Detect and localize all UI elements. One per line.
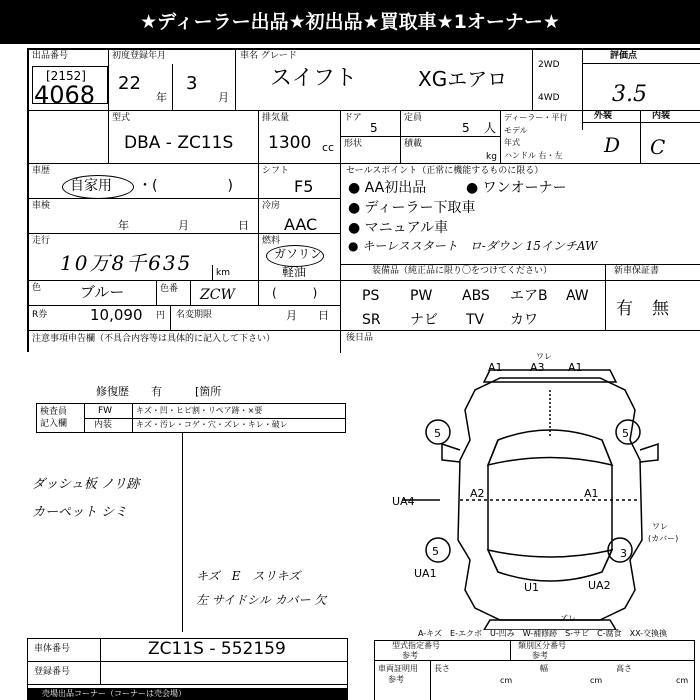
interior-score: C xyxy=(650,135,666,159)
lot-bracket: [2152] xyxy=(46,69,86,83)
reg-number-label: 登録番号 xyxy=(34,667,71,677)
title-banner: ★ディーラー出品★初出品★買取車★1オーナー★ xyxy=(0,0,700,44)
spec-unit-2: cm xyxy=(590,676,603,685)
spec-ref-3: 参考 xyxy=(388,675,404,684)
mileage-unit: km xyxy=(216,268,230,278)
month-unit: 月 xyxy=(218,91,229,104)
cooler-value: AAC xyxy=(284,215,318,234)
exterior-score: D xyxy=(604,133,621,157)
load-label: 積載 xyxy=(404,139,423,149)
diag-label-a1-top: A1 xyxy=(488,361,503,374)
drive-2wd: 2WD xyxy=(538,60,560,70)
diag-label-a2: A2 xyxy=(470,487,485,500)
lot-number: 4068 xyxy=(34,81,96,109)
tax-label: 名変期限 xyxy=(176,310,213,320)
equip-leather: カワ xyxy=(510,312,538,328)
sales-points-label: セールスポイント（正常に機能するものに限る） xyxy=(346,166,544,176)
tax-day: 日 xyxy=(318,309,329,322)
spec-reg-label: 車両証明用 xyxy=(378,664,418,673)
spec-height: 高さ xyxy=(616,664,632,673)
model-value: DBA - ZC11S xyxy=(124,133,234,153)
fw-text: キズ・凹・ヒビ割・リペア跡・×要 xyxy=(136,406,263,415)
spec-unit-1: cm xyxy=(500,676,513,685)
cc-unit: cc xyxy=(322,141,335,154)
warranty-label: 新車保証書 xyxy=(614,266,660,276)
displacement-value: 1300 xyxy=(268,133,312,153)
hand-note-3: キズ E スリキズ xyxy=(196,569,301,583)
registration-year: 22 xyxy=(118,73,141,94)
lot-label: 出品番号 xyxy=(32,51,69,61)
chassis-number: ZC11S - 552159 xyxy=(148,639,286,659)
load-unit: kg xyxy=(486,152,497,162)
equipment-label: 装備品（純正品に限り〇をつけてください） xyxy=(372,266,553,276)
history-rest: ・( ) xyxy=(138,178,233,194)
shift-label: シフト xyxy=(262,166,290,176)
handle-label: ハンドル 右・左 xyxy=(504,151,563,160)
car-damage-diagram xyxy=(380,350,700,630)
tax-month: 月 xyxy=(286,309,297,322)
score-value: 3.5 xyxy=(612,82,647,107)
diag-label-ua4: UA4 xyxy=(392,495,415,508)
car-label: 車名 グレード xyxy=(240,51,297,61)
shape-label: 形状 xyxy=(344,139,363,149)
inspection-month: 月 xyxy=(178,219,189,232)
capacity-unit: 人 xyxy=(484,121,497,135)
inspection-label: 車検 xyxy=(32,201,51,211)
sales-point-2: ● ワンオーナー xyxy=(466,180,567,196)
shift-value: F5 xyxy=(294,177,314,196)
diag-label-crack-side: ワレ xyxy=(652,522,668,531)
spec-ref-1: 参考 xyxy=(402,651,418,660)
entry-label: 記入欄 xyxy=(40,419,68,429)
sales-point-5: ● キーレススタート ロ-ダウン 15インチAW xyxy=(348,239,598,253)
fuel-label: 燃料 xyxy=(262,236,281,246)
diag-label-a1-side: A1 xyxy=(584,487,599,500)
interior-text: キズ・汚レ・コゲ・穴・ズレ・キレ・破レ xyxy=(136,420,288,429)
spec-ref-2: 参考 xyxy=(532,651,548,660)
year-unit: 年 xyxy=(156,91,167,104)
color-label: 色 xyxy=(32,283,42,293)
diag-label-5-fr: 5 xyxy=(622,427,629,440)
doors-value: 5 xyxy=(370,121,378,135)
diag-label-5-fl: 5 xyxy=(434,427,441,440)
notes-label: 注意事項申告欄（不具合内容等は具体的に記入して下さい） xyxy=(32,334,276,344)
diagram-legend: A-キズ E-エクボ U-凹み W-補修跡 S-サビ C-腐食 XX-交換換 xyxy=(418,629,668,638)
exterior-label: 外装 xyxy=(594,111,613,121)
warranty-no: 無 xyxy=(652,299,669,319)
equip-aw: AW xyxy=(566,288,589,304)
bottom-label: 売場出品コーナー（コーナーは売会場） xyxy=(42,689,186,698)
spec-length: 長さ xyxy=(434,664,450,673)
dealer-model-label: モデル xyxy=(504,126,528,135)
car-name: スイフト xyxy=(270,66,357,91)
chassis-label: 車体番号 xyxy=(34,644,71,654)
history-label: 車歴 xyxy=(32,166,51,176)
recycle-value: 10,090 xyxy=(90,306,143,324)
repair-history: 修復歴 有 [箇所 xyxy=(96,385,222,398)
spec-designation: 型式指定番号 xyxy=(392,641,440,650)
inspection-year: 年 xyxy=(118,219,129,232)
color-number: ZCW xyxy=(200,287,235,303)
diag-label-crack-top: ワレ xyxy=(536,352,552,361)
model-label: 型式 xyxy=(112,113,131,123)
inspector-label: 検査員 xyxy=(40,407,68,417)
hand-note-4: 左 サイドシル カバー 欠 xyxy=(196,593,327,607)
equip-ps: PS xyxy=(362,288,380,304)
diag-label-a3: A3 xyxy=(530,361,545,374)
fuel-paren: ( ) xyxy=(272,286,318,300)
registration-month: 3 xyxy=(186,73,198,94)
capacity-label: 定員 xyxy=(404,113,423,123)
drive-4wd: 4WD xyxy=(538,93,560,103)
diag-label-misalign: ズレ xyxy=(560,614,576,623)
score-label: 評価点 xyxy=(610,51,638,61)
capacity-value: 5 xyxy=(462,121,470,135)
mileage-value: 10万8千635 xyxy=(60,251,193,275)
equip-abs: ABS xyxy=(462,288,490,304)
registration-label: 初度登録年月 xyxy=(112,51,167,61)
color-num-label: 色番 xyxy=(160,284,179,294)
equip-airbag: エアB xyxy=(510,288,548,304)
cooler-label: 冷房 xyxy=(262,201,281,211)
doors-label: ドア xyxy=(344,113,362,123)
sales-point-4: ● マニュアル車 xyxy=(348,220,449,236)
car-grade: XGエアロ xyxy=(418,67,508,91)
sales-point-3: ● ディーラー下取車 xyxy=(348,200,476,216)
interior-notes-label: 内装 xyxy=(94,420,113,430)
sales-point-1: ● AA初出品 xyxy=(348,180,427,196)
spec-unit-3: cm xyxy=(676,676,689,685)
equip-tv: TV xyxy=(466,312,485,328)
fuel-diesel: 軽油 xyxy=(282,265,307,279)
diag-label-cover: (カバー) xyxy=(648,534,679,543)
fuel-gasoline: ガソリン xyxy=(274,247,323,261)
hand-note-2: カーペット シミ xyxy=(32,505,128,520)
fw-label: FW xyxy=(98,406,113,416)
dealer-year-label: 年式 xyxy=(504,138,520,147)
recycle-label: R券 xyxy=(32,310,48,320)
warranty-yes: 有 xyxy=(616,299,633,319)
spec-width: 幅 xyxy=(540,664,548,673)
diag-label-3: 3 xyxy=(620,547,627,560)
interior-label: 内装 xyxy=(652,111,671,121)
mileage-label: 走行 xyxy=(32,236,51,246)
post-date-label: 後日品 xyxy=(346,333,374,343)
diag-label-u1: U1 xyxy=(524,581,540,594)
inspection-day: 日 xyxy=(238,219,249,232)
diag-label-ua2: UA2 xyxy=(588,579,611,592)
diag-label-a1-top2: A1 xyxy=(568,361,583,374)
equip-navi: ナビ xyxy=(410,312,438,328)
displacement-label: 排気量 xyxy=(262,113,290,123)
spec-category: 類別区分番号 xyxy=(518,641,566,650)
equip-pw: PW xyxy=(410,288,433,304)
diag-label-ua1: UA1 xyxy=(414,567,437,580)
color-value: ブルー xyxy=(80,283,125,301)
diag-label-5-rl: 5 xyxy=(432,545,439,558)
dealer-label: ディーラー・平行 xyxy=(504,113,568,122)
recycle-unit: 円 xyxy=(156,311,166,321)
equip-sr: SR xyxy=(362,312,381,328)
history-value: 自家用 xyxy=(70,178,112,194)
hand-note-1: ダッシュ板 ノリ跡 xyxy=(32,477,140,492)
